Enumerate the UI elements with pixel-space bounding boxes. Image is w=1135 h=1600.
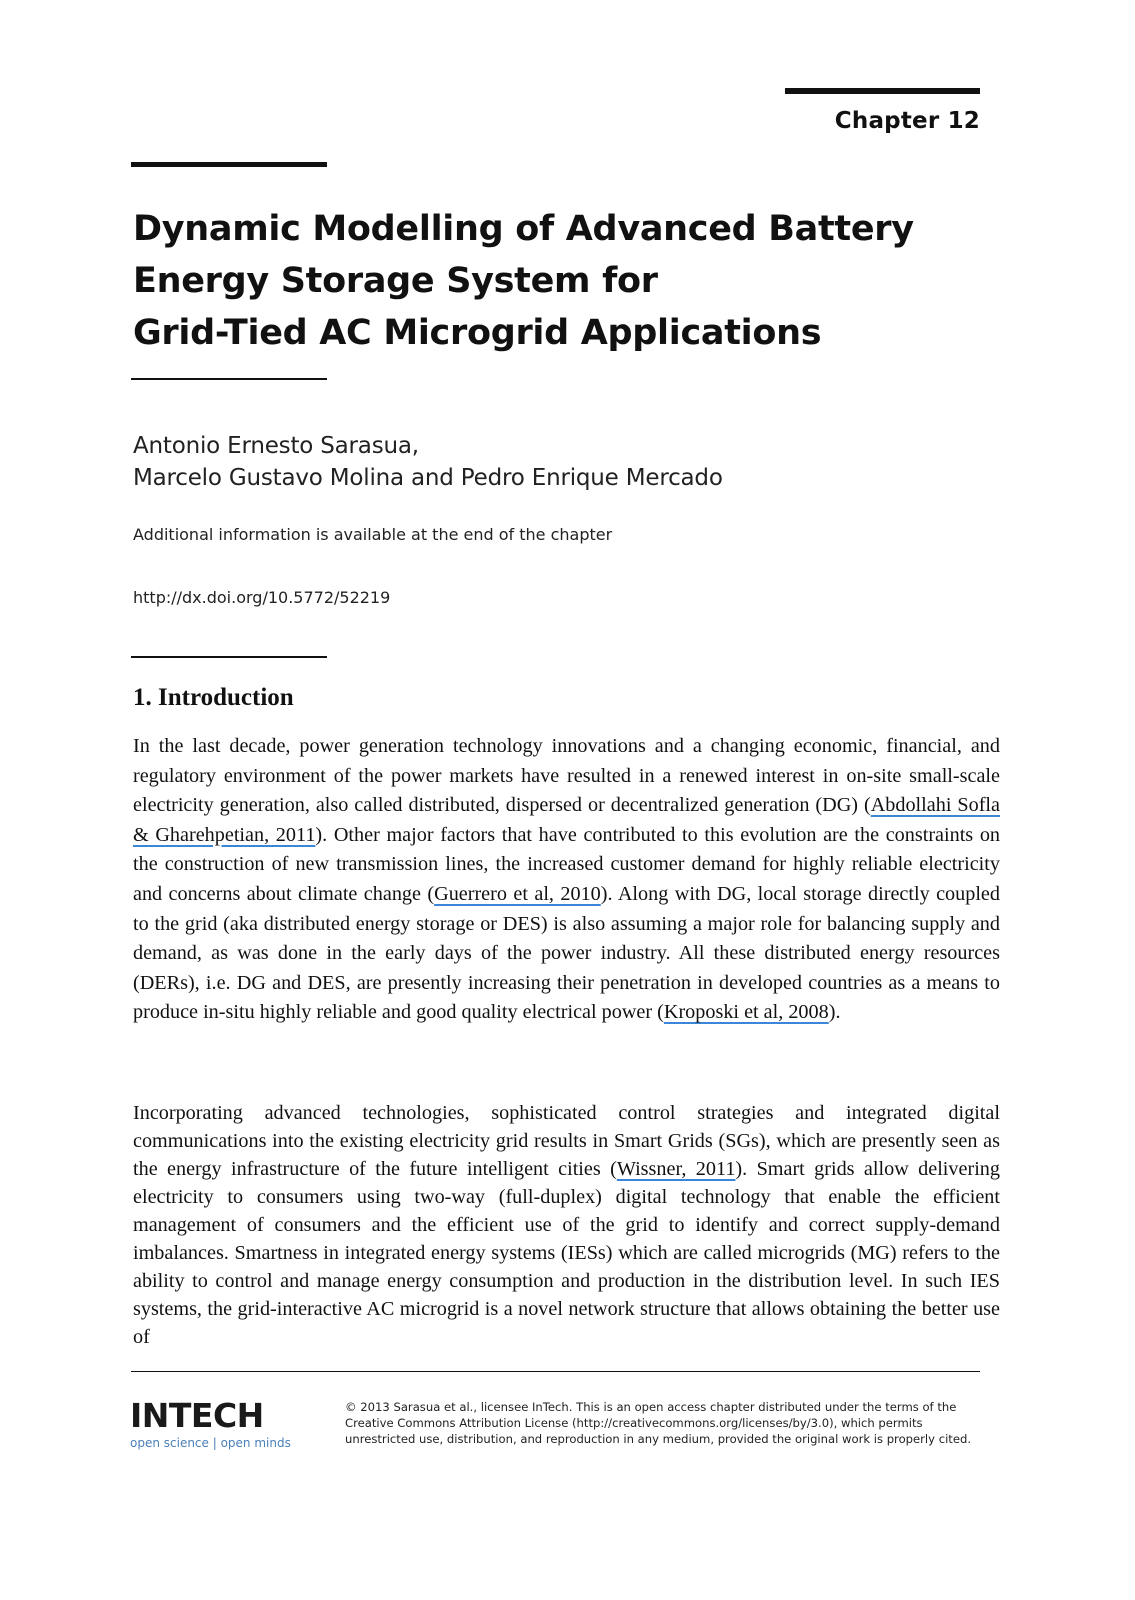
body-paragraph (133, 732, 1000, 1028)
chapter-label: Chapter 12 (834, 108, 980, 134)
additional-info-note: Additional information is available at the end of the chapter (133, 525, 613, 544)
author-list (133, 430, 723, 494)
paragraph-text: ). (828, 1001, 841, 1024)
title-top-rule (131, 162, 327, 167)
author-line: Marcelo Gustavo Molina and Pedro Enrique Mercado (133, 465, 723, 491)
title-line: Grid-Tied AC Microgrid Applications (133, 313, 822, 353)
license-line: Creative Commons Attribution License (http://creativecommons.org/licenses/by/3.0), which permits (345, 1416, 923, 1430)
license-line: © 2013 Sarasua et al., licensee InTech. This is an open access chapter distributed under the terms of the (345, 1400, 957, 1414)
doi-link[interactable]: http://dx.doi.org/10.5772/52219 (133, 588, 391, 607)
title-line: Energy Storage System for (133, 261, 658, 301)
logo-tagline: open science | open minds (130, 1436, 291, 1450)
citation-link[interactable]: Abdollahi Sofla & Gharehpetian, 2011 (133, 794, 1000, 846)
section-heading: 1. Introduction (133, 684, 294, 711)
logo-wordmark: INTECH (130, 1396, 264, 1435)
paragraph-text: ). Along with DG, local storage directly coupled to the grid (aka distributed energy storage or DES) is also assuming a major role for balancing supply and demand, as was done in the early days of the power industry. All these distributed energy resources (DERs), i.e. DG and DES, are presently increasing their penetration in developed countries as a means to produce in-situ highly reliable and good quality electrical power ( (133, 882, 1000, 1024)
author-line: Antonio Ernesto Sarasua, (133, 433, 419, 459)
title-line: Dynamic Modelling of Advanced Battery (133, 209, 914, 249)
publisher-logo (130, 1398, 291, 1450)
license-notice (345, 1399, 995, 1447)
paragraph-text: ). Other major factors that have contributed to this evolution are the constraints on the construction of new transmission lines, the increased customer demand for highly reliable electricity and concerns about climate change ( (133, 823, 1001, 905)
title-bottom-rule (131, 378, 327, 380)
citation-link[interactable]: Guerrero et al, 2010 (434, 882, 601, 905)
citation-link[interactable]: Kroposki et al, 2008 (663, 1001, 829, 1024)
license-line: unrestricted use, distribution, and reproduction in any medium, provided the original work is properly cited. (345, 1432, 972, 1446)
footer-rule (131, 1371, 980, 1372)
header-end-rule (131, 656, 327, 658)
chapter-title (133, 203, 993, 359)
chapter-top-rule (785, 88, 980, 94)
paragraph-text: In the last decade, power generation technology innovations and a changing economic, financial, and regulatory environment of the power markets have resulted in a renewed interest in on-site small-scale electricity generation, also called distributed, dispersed or decentralized generation (DG) ( (133, 735, 1000, 817)
citation-link[interactable]: Wissner, 2011 (616, 1158, 736, 1180)
paragraph-text: ). Smart grids allow delivering electricity to consumers using two-way (full-duplex) digital technology that enable the efficient management of consumers and the efficient use of the grid to identify and correct supply-demand imbalances. Smartness in integrated energy systems (IESs) which are called microgrids (MG) refers to the ability to control and manage energy consumption and production in the distribution level. In such IES systems, the grid-interactive AC microgrid is a novel network structure that allows obtaining the better use of (133, 1158, 1000, 1348)
body-paragraph (133, 1099, 1000, 1351)
paragraph-text: Incorporating advanced technologies, sophisticated control strategies and integrated digital communications into the existing electricity grid results in Smart Grids (SGs), which are presently seen as the energy infrastructure of the future intelligent cities ( (133, 1102, 1000, 1180)
